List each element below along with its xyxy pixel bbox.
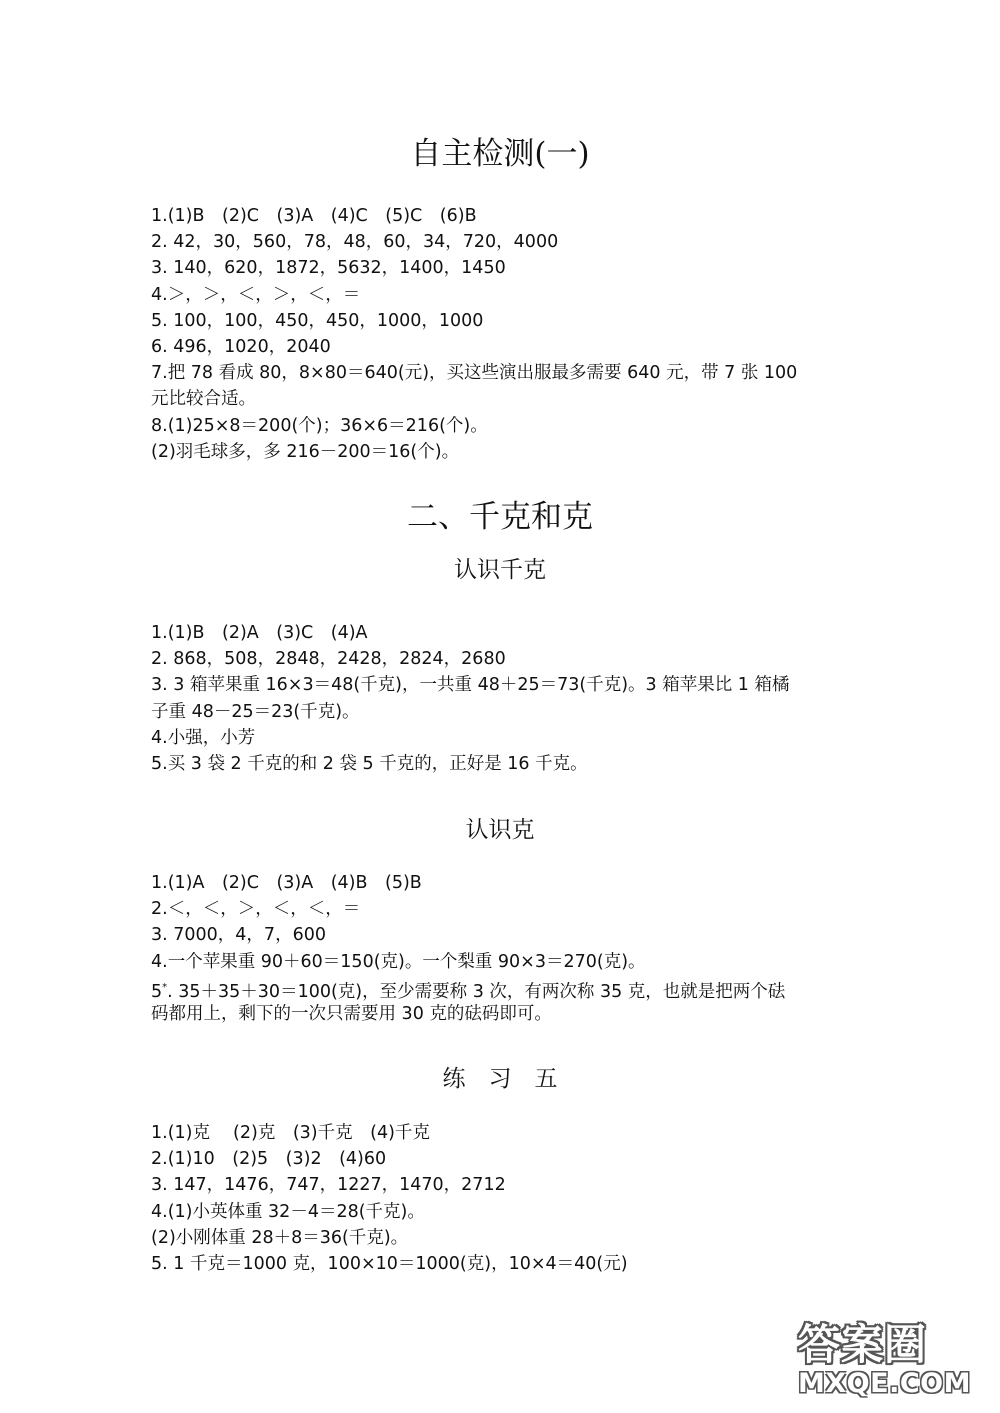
answer-line: 元比较合适。 — [151, 389, 256, 410]
answers-exercise-5 — [151, 1120, 871, 1277]
answer-line: 2. 868，508，2848，2428，2824，2680 — [151, 649, 506, 670]
q5-number: 5 — [151, 981, 163, 1002]
answer-line: 5. 100，100，450，450，1000，1000 — [151, 310, 484, 331]
answers-kilogram — [151, 620, 871, 777]
chapter-title-kg-g: 二、千克和克 — [407, 499, 593, 535]
answer-line: 7.把 78 看成 80，8×80＝640(元)，买这些演出服最多需要 640 元，带 7 张 100 — [151, 363, 798, 384]
watermark-top-text: 答案圈 — [798, 1320, 928, 1369]
answer-line: (2)小刚体重 28＋8＝36(千克)。 — [151, 1227, 409, 1248]
watermark-logo — [790, 1312, 990, 1408]
answer-line: 3. 147，1476，747，1227，1470，2712 — [151, 1175, 506, 1196]
answer-line: 1.(1)A (2)C (3)A (4)B (5)B — [151, 873, 422, 893]
q5-star: * — [162, 981, 168, 993]
answer-line: 3. 140，620，1872，5632，1400，1450 — [151, 258, 506, 279]
answer-line: 2. 42，30，560，78，48，60，34，720，4000 — [151, 232, 559, 253]
answer-line: 3. 3 箱苹果重 16×3＝48(千克)，一共重 48＋25＝73(千克)。3 箱苹果比 1 箱橘 — [151, 675, 790, 696]
answer-line: 4.＞，＞，＜，＞，＜，＝ — [151, 284, 361, 305]
answer-line: 5. 1 千克＝1000 克，100×10＝1000(克)，10×4＝40(元) — [151, 1253, 628, 1274]
answer-line: 4.小强，小芳 — [151, 727, 256, 748]
section-title-kilogram: 认识千克 — [454, 557, 546, 583]
answer-line: 6. 496，1020，2040 — [151, 336, 331, 357]
q5-text: . 35＋35＋30＝100(克)，至少需要称 3 次，有两次称 35 克，也就是把两个砝 — [167, 981, 786, 1002]
answer-line: 2.＜，＜，＞，＜，＜，＝ — [151, 899, 361, 920]
watermark-bottom-text: MXQE.COM — [798, 1368, 971, 1399]
answer-line: 子重 48－25＝23(千克)。 — [151, 701, 360, 722]
answer-line: 8.(1)25×8＝200(个)；36×6＝216(个)。 — [151, 415, 488, 436]
section-title-self-test: 自主检测(一) — [410, 136, 590, 172]
answer-line: 4.一个苹果重 90＋60＝150(克)。一个梨重 90×3＝270(克)。 — [151, 951, 646, 972]
answers-gram — [151, 870, 871, 1027]
answer-line: 4.(1)小英体重 32－4＝28(千克)。 — [151, 1201, 425, 1222]
answer-line: 1.(1)B (2)C (3)A (4)C (5)C (6)B — [151, 206, 477, 226]
answer-line: 5.买 3 袋 2 千克的和 2 袋 5 千克的，正好是 16 千克。 — [151, 753, 588, 774]
answer-line: 2.(1)10 (2)5 (3)2 (4)60 — [151, 1149, 387, 1170]
answer-line: 3. 7000，4，7，600 — [151, 925, 326, 946]
answers-self-test — [151, 203, 871, 465]
answer-line: 1.(1)B (2)A (3)C (4)A — [151, 623, 368, 643]
section-title-exercise-5: 练 习 五 — [442, 1066, 558, 1092]
answer-line: 码都用上，剩下的一次只需要用 30 克的砝码即可。 — [151, 1003, 552, 1024]
answer-line-q5 — [151, 975, 871, 1001]
answer-line: (2)羽毛球多，多 216－200＝16(个)。 — [151, 441, 460, 462]
answer-line: 1.(1)克 (2)克 (3)千克 (4)千克 — [151, 1123, 430, 1143]
section-title-gram: 认识克 — [465, 817, 535, 843]
